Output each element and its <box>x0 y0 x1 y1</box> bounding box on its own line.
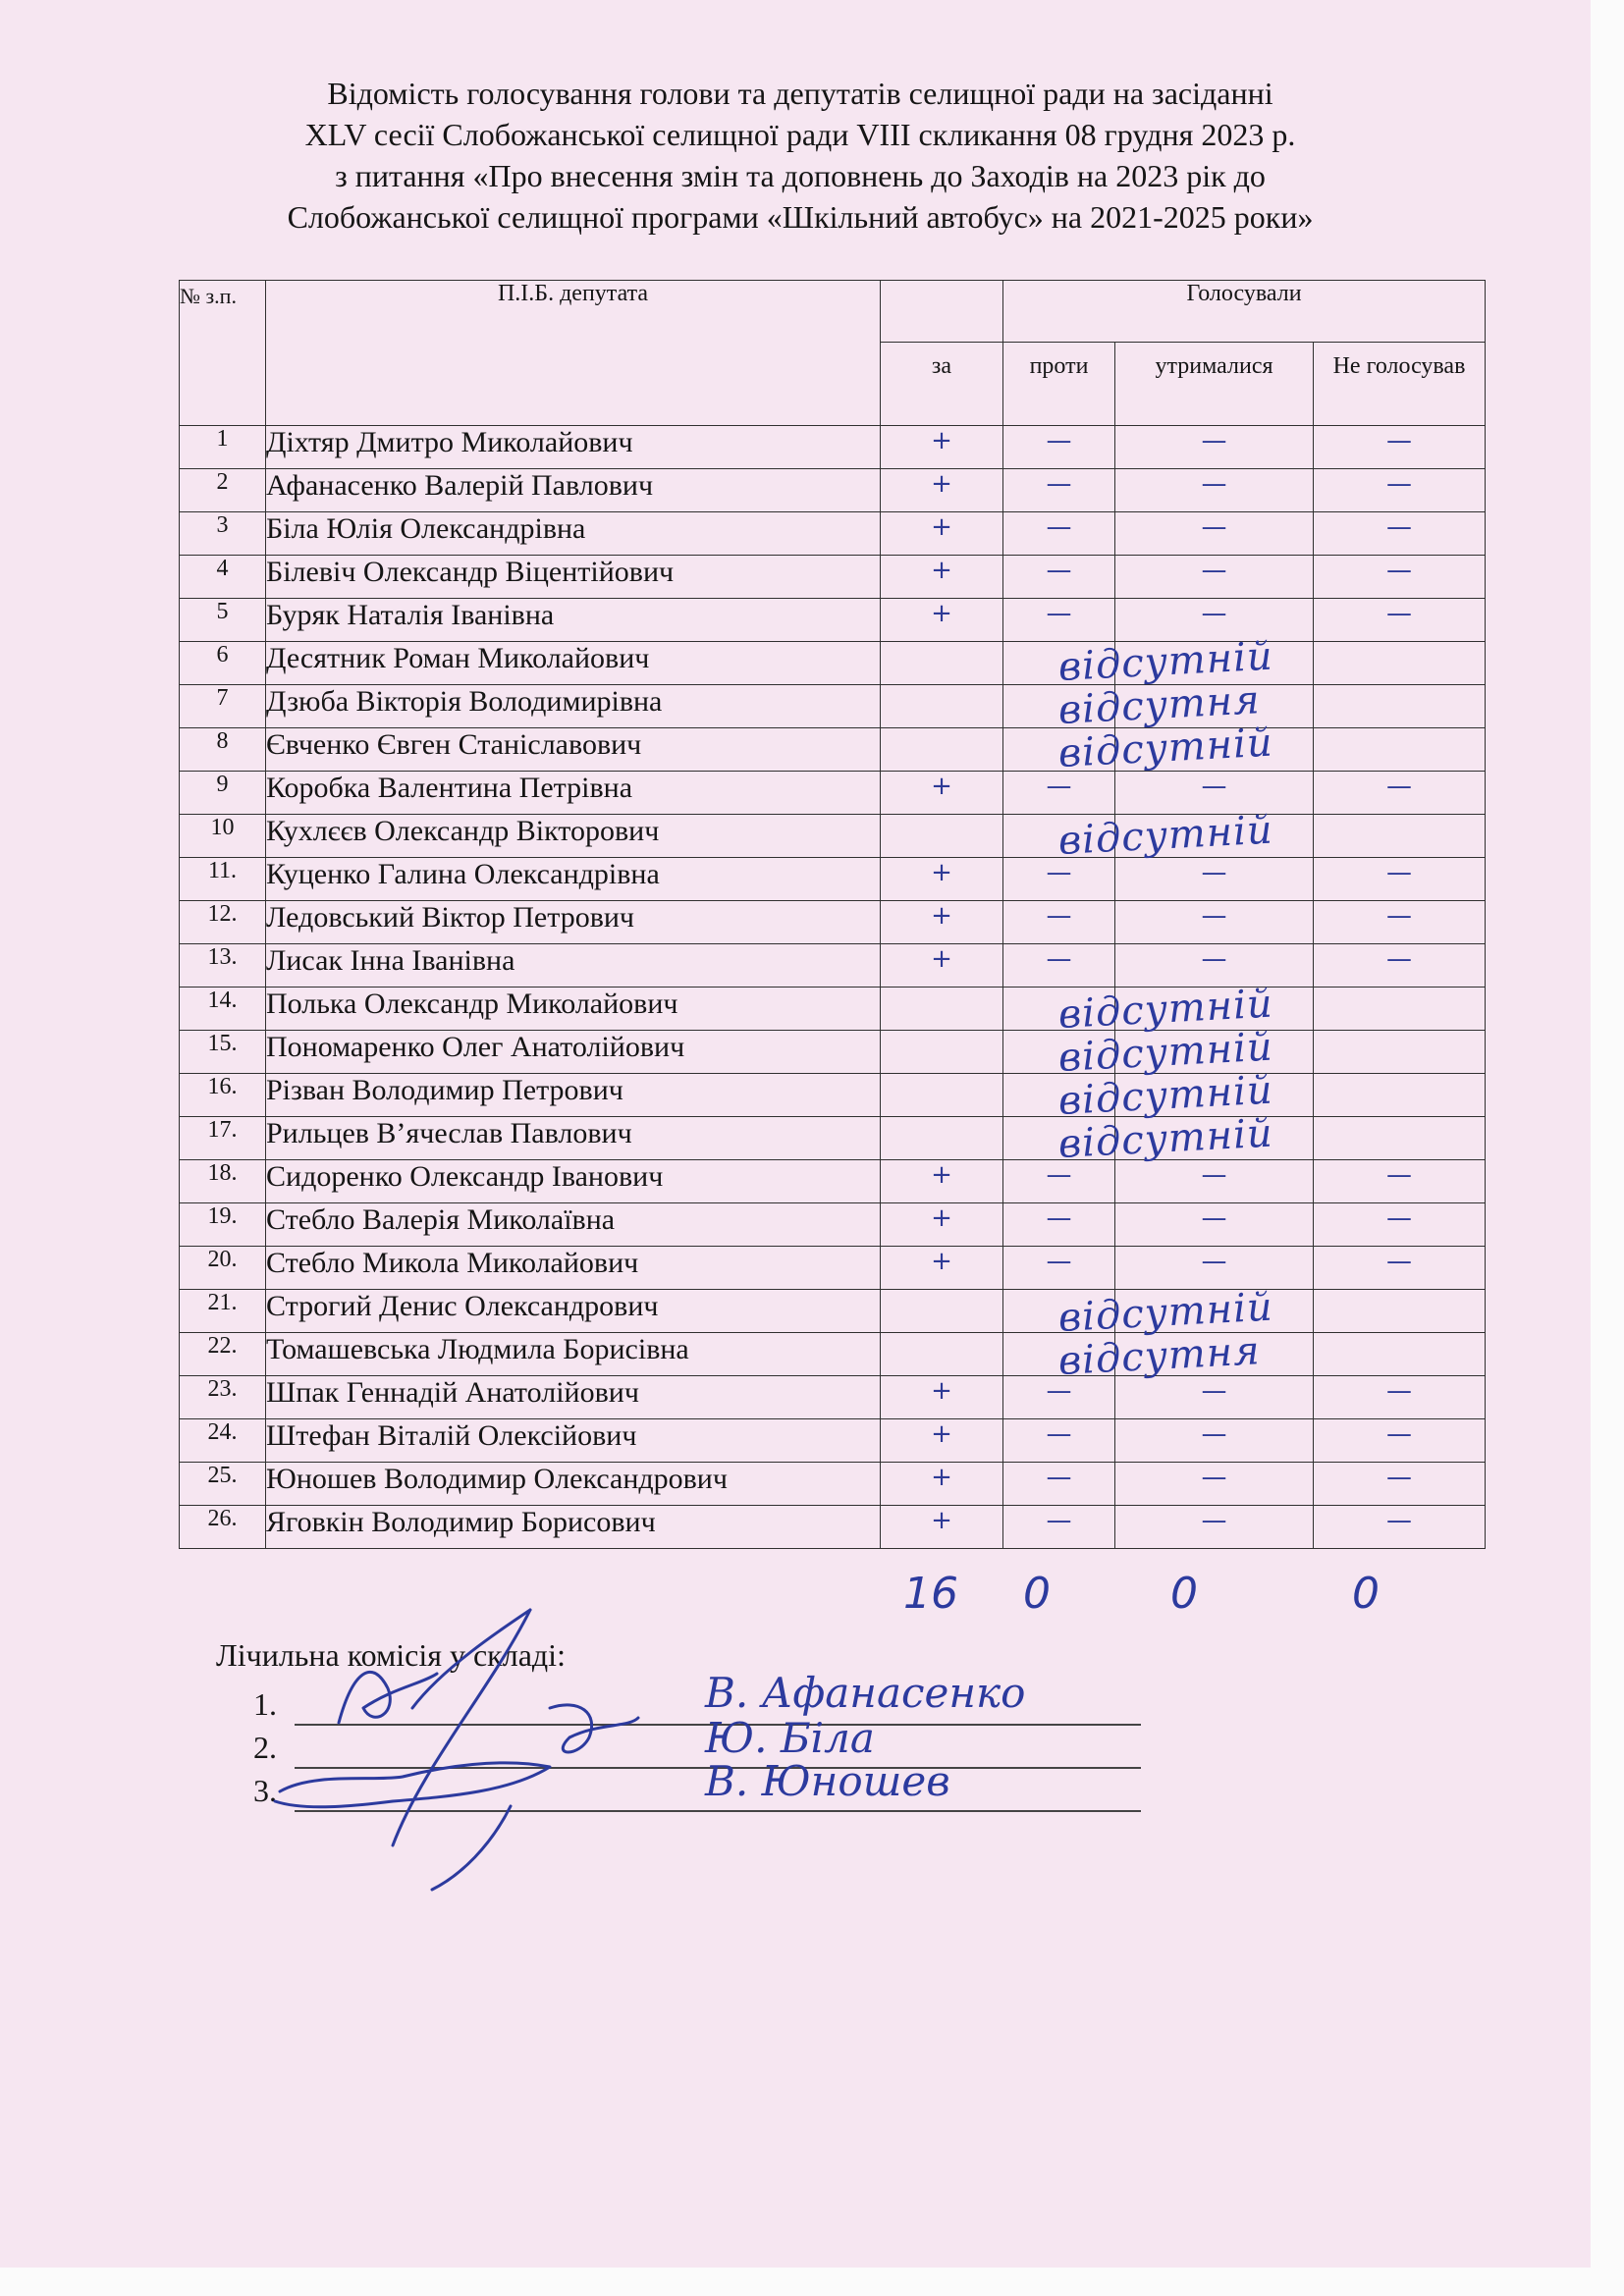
vote-ne-holosuvav-mark: — <box>1314 1376 1486 1419</box>
vote-ne-holosuvav-mark: — <box>1314 901 1486 944</box>
voting-table <box>179 280 1486 1549</box>
vote-za-mark <box>881 988 1003 1031</box>
deputy-name: Полька Олександр Миколайович <box>266 988 881 1031</box>
vote-ne-holosuvav-mark: — <box>1314 1203 1486 1247</box>
absent-note: відсутній <box>1056 1284 1274 1341</box>
vote-utrymalysia-mark: — <box>1115 1203 1314 1247</box>
vote-za-mark: + <box>881 944 1003 988</box>
header-utrymalysia: утрималися <box>1115 343 1314 426</box>
vote-utrymalysia-mark <box>1115 685 1314 728</box>
vote-utrymalysia-mark <box>1115 815 1314 858</box>
deputy-row <box>180 1074 1486 1117</box>
vote-proty-mark: — <box>1003 858 1115 901</box>
vote-ne-holosuvav-mark <box>1314 685 1486 728</box>
vote-proty-mark: — <box>1003 1419 1115 1463</box>
vote-za-mark: + <box>881 1376 1003 1419</box>
deputy-name: Строгий Денис Олександрович <box>266 1290 881 1333</box>
vote-za-mark <box>881 1333 1003 1376</box>
vote-utrymalysia-mark: — <box>1115 901 1314 944</box>
vote-ne-holosuvav-mark: — <box>1314 512 1486 556</box>
vote-za-mark: + <box>881 469 1003 512</box>
heading-line-4: Слобожанської селищної програми «Шкільний автобус» на 2021-2025 роки» <box>287 199 1314 235</box>
vote-proty-mark <box>1003 1031 1115 1074</box>
deputy-number: 9 <box>180 772 266 815</box>
vote-ne-holosuvav-mark <box>1314 1290 1486 1333</box>
deputy-row <box>180 469 1486 512</box>
vote-ne-holosuvav-mark: — <box>1314 772 1486 815</box>
vote-proty-mark: — <box>1003 1463 1115 1506</box>
counting-commission-title: Лічильна комісія у складі: <box>216 1637 566 1673</box>
vote-za-mark <box>881 815 1003 858</box>
vote-ne-holosuvav-mark: — <box>1314 469 1486 512</box>
deputy-name: Афанасенко Валерій Павлович <box>266 469 881 512</box>
deputy-number: 17. <box>180 1117 266 1160</box>
absent-note: відсутній <box>1056 633 1274 690</box>
vote-proty-mark <box>1003 988 1115 1031</box>
deputy-number: 1 <box>180 426 266 469</box>
deputy-row <box>180 599 1486 642</box>
deputy-row <box>180 944 1486 988</box>
vote-proty-mark <box>1003 685 1115 728</box>
deputy-name: Біла Юлія Олександрівна <box>266 512 881 556</box>
deputy-name: Юношев Володимир Олександрович <box>266 1463 881 1506</box>
deputy-number: 11. <box>180 858 266 901</box>
vote-za-mark: + <box>881 426 1003 469</box>
deputy-row <box>180 988 1486 1031</box>
vote-utrymalysia-mark: — <box>1115 512 1314 556</box>
vote-za-mark: + <box>881 556 1003 599</box>
header-ne-holosuvav: Не голосував <box>1314 343 1486 426</box>
deputy-row <box>180 1506 1486 1549</box>
header-proty: проти <box>1003 343 1115 426</box>
vote-utrymalysia-mark: — <box>1115 772 1314 815</box>
total-utrymalysia: 0 <box>1170 1569 1198 1619</box>
vote-za-mark <box>881 1031 1003 1074</box>
commission-member-2-name: Ю. Біла <box>705 1714 875 1762</box>
vote-ne-holosuvav-mark: — <box>1314 1506 1486 1549</box>
vote-proty-mark: — <box>1003 1376 1115 1419</box>
absent-note: відсутній <box>1056 1067 1274 1124</box>
vote-ne-holosuvav-mark <box>1314 728 1486 772</box>
header-deputy-name: П.І.Б. депутата <box>266 281 881 426</box>
vote-utrymalysia-mark: — <box>1115 1463 1314 1506</box>
vote-proty-mark: — <box>1003 901 1115 944</box>
deputy-number: 21. <box>180 1290 266 1333</box>
deputy-row <box>180 1463 1486 1506</box>
deputy-number: 15. <box>180 1031 266 1074</box>
deputy-number: 14. <box>180 988 266 1031</box>
deputy-name: Білевіч Олександр Віцентійович <box>266 556 881 599</box>
deputy-name: Куценко Галина Олександрівна <box>266 858 881 901</box>
deputy-name: Рильцев В’ячеслав Павлович <box>266 1117 881 1160</box>
vote-ne-holosuvav-mark <box>1314 988 1486 1031</box>
vote-za-mark <box>881 642 1003 685</box>
vote-za-mark <box>881 685 1003 728</box>
vote-za-mark: + <box>881 1247 1003 1290</box>
absent-note: відсутня <box>1056 1328 1262 1385</box>
deputy-number: 22. <box>180 1333 266 1376</box>
deputy-name: Сидоренко Олександр Іванович <box>266 1160 881 1203</box>
deputy-name: Яговкін Володимир Борисович <box>266 1506 881 1549</box>
vote-ne-holosuvav-mark <box>1314 1031 1486 1074</box>
vote-proty-mark: — <box>1003 599 1115 642</box>
deputy-row <box>180 556 1486 599</box>
heading-line-3: з питання «Про внесення змін та доповнень до Заходів на 2023 рік до <box>335 158 1266 193</box>
deputy-row <box>180 642 1486 685</box>
total-ne-holosuvav: 0 <box>1352 1569 1380 1619</box>
vote-za-mark: + <box>881 1506 1003 1549</box>
deputy-name: Шпак Геннадій Анатолійович <box>266 1376 881 1419</box>
signature-line-3 <box>295 1810 1141 1812</box>
deputy-number: 25. <box>180 1463 266 1506</box>
absent-note: відсутній <box>1056 1110 1274 1168</box>
vote-ne-holosuvav-mark: — <box>1314 1247 1486 1290</box>
vote-utrymalysia-mark: — <box>1115 1160 1314 1203</box>
deputy-number: 7 <box>180 685 266 728</box>
vote-ne-holosuvav-mark <box>1314 1074 1486 1117</box>
heading-line-1: Відомість голосування голови та депутатів селищної ради на засіданні <box>327 76 1273 111</box>
deputy-row <box>180 815 1486 858</box>
deputy-name: Штефан Віталій Олексійович <box>266 1419 881 1463</box>
vote-ne-holosuvav-mark: — <box>1314 426 1486 469</box>
vote-za-mark: + <box>881 1203 1003 1247</box>
vote-utrymalysia-mark: — <box>1115 858 1314 901</box>
vote-utrymalysia-mark: — <box>1115 1506 1314 1549</box>
deputy-number: 19. <box>180 1203 266 1247</box>
deputy-number: 4 <box>180 556 266 599</box>
vote-za-mark <box>881 728 1003 772</box>
header-za: за <box>881 343 1003 426</box>
vote-za-mark <box>881 1117 1003 1160</box>
deputy-number: 23. <box>180 1376 266 1419</box>
vote-za-mark <box>881 1074 1003 1117</box>
deputy-number: 26. <box>180 1506 266 1549</box>
vote-proty-mark: — <box>1003 556 1115 599</box>
vote-ne-holosuvav-mark: — <box>1314 599 1486 642</box>
vote-ne-holosuvav-mark: — <box>1314 858 1486 901</box>
vote-utrymalysia-mark: — <box>1115 1376 1314 1419</box>
vote-za-mark: + <box>881 772 1003 815</box>
vote-ne-holosuvav-mark <box>1314 1117 1486 1160</box>
vote-ne-holosuvav-mark: — <box>1314 1463 1486 1506</box>
vote-proty-mark: — <box>1003 469 1115 512</box>
deputy-number: 20. <box>180 1247 266 1290</box>
header-number: № з.п. <box>180 281 266 426</box>
deputy-number: 6 <box>180 642 266 685</box>
vote-proty-mark: — <box>1003 772 1115 815</box>
deputy-row <box>180 1160 1486 1203</box>
vote-proty-mark <box>1003 728 1115 772</box>
vote-utrymalysia-mark <box>1115 728 1314 772</box>
vote-proty-mark: — <box>1003 1203 1115 1247</box>
vote-ne-holosuvav-mark <box>1314 1333 1486 1376</box>
deputy-name: Діхтяр Дмитро Миколайович <box>266 426 881 469</box>
deputy-row <box>180 901 1486 944</box>
vote-utrymalysia-mark <box>1115 1031 1314 1074</box>
deputy-name: Буряк Наталія Іванівна <box>266 599 881 642</box>
vote-proty-mark: — <box>1003 512 1115 556</box>
commission-member-2-number: 2. <box>253 1730 277 1765</box>
absent-note: відсутній <box>1056 1024 1274 1081</box>
deputy-name: Стебло Валерія Миколаївна <box>266 1203 881 1247</box>
deputy-row <box>180 426 1486 469</box>
vote-proty-mark: — <box>1003 426 1115 469</box>
total-za: 16 <box>903 1569 958 1619</box>
deputy-row <box>180 1203 1486 1247</box>
deputy-name: Коробка Валентина Петрівна <box>266 772 881 815</box>
vote-utrymalysia-mark: — <box>1115 426 1314 469</box>
vote-utrymalysia-mark: — <box>1115 1247 1314 1290</box>
voting-table-body <box>180 426 1486 1549</box>
vote-proty-mark: — <box>1003 1506 1115 1549</box>
deputy-row <box>180 685 1486 728</box>
deputy-row <box>180 512 1486 556</box>
deputy-row <box>180 1117 1486 1160</box>
absent-note: відсутня <box>1056 677 1262 734</box>
deputy-number: 13. <box>180 944 266 988</box>
deputy-name: Різван Володимир Петрович <box>266 1074 881 1117</box>
vote-proty-mark <box>1003 815 1115 858</box>
deputy-row <box>180 1290 1486 1333</box>
deputy-name: Кухлєєв Олександр Вікторович <box>266 815 881 858</box>
vote-ne-holosuvav-mark: — <box>1314 1160 1486 1203</box>
deputy-number: 24. <box>180 1419 266 1463</box>
absent-note: відсутній <box>1056 981 1274 1038</box>
deputy-name: Дзюба Вікторія Володимирівна <box>266 685 881 728</box>
deputy-number: 18. <box>180 1160 266 1203</box>
deputy-name: Томашевська Людмила Борисівна <box>266 1333 881 1376</box>
vote-totals <box>886 1569 1435 1628</box>
vote-utrymalysia-mark <box>1115 988 1314 1031</box>
vote-utrymalysia-mark <box>1115 1074 1314 1117</box>
vote-za-mark: + <box>881 512 1003 556</box>
total-proty: 0 <box>1023 1569 1051 1619</box>
deputy-row <box>180 772 1486 815</box>
deputy-number: 10 <box>180 815 266 858</box>
vote-za-mark: + <box>881 1419 1003 1463</box>
vote-ne-holosuvav-mark: — <box>1314 944 1486 988</box>
vote-za-mark: + <box>881 599 1003 642</box>
deputy-name: Десятник Роман Миколайович <box>266 642 881 685</box>
deputy-row <box>180 1419 1486 1463</box>
deputy-number: 3 <box>180 512 266 556</box>
vote-proty-mark <box>1003 1074 1115 1117</box>
vote-proty-mark <box>1003 1117 1115 1160</box>
deputy-number: 8 <box>180 728 266 772</box>
vote-za-mark <box>881 1290 1003 1333</box>
vote-utrymalysia-mark <box>1115 1333 1314 1376</box>
vote-za-mark: + <box>881 858 1003 901</box>
deputy-row <box>180 1031 1486 1074</box>
vote-utrymalysia-mark: — <box>1115 469 1314 512</box>
deputy-number: 12. <box>180 901 266 944</box>
heading-line-2: XLV сесії Слобожанської селищної ради VIII скликання 08 грудня 2023 р. <box>304 117 1296 152</box>
vote-ne-holosuvav-mark <box>1314 642 1486 685</box>
deputy-row <box>180 858 1486 901</box>
commission-member-3-number: 3. <box>253 1773 277 1808</box>
vote-utrymalysia-mark <box>1115 642 1314 685</box>
deputy-number: 5 <box>180 599 266 642</box>
deputy-row <box>180 1376 1486 1419</box>
scan-edge-bottom <box>0 2268 1624 2296</box>
vote-proty-mark <box>1003 642 1115 685</box>
absent-note: відсутній <box>1056 720 1274 777</box>
vote-utrymalysia-mark: — <box>1115 1419 1314 1463</box>
deputy-name: Стебло Микола Миколайович <box>266 1247 881 1290</box>
commission-member-1-number: 1. <box>253 1686 277 1722</box>
vote-utrymalysia-mark: — <box>1115 944 1314 988</box>
deputy-name: Євченко Євген Станіславович <box>266 728 881 772</box>
scan-edge-right <box>1591 0 1624 2296</box>
vote-utrymalysia-mark <box>1115 1117 1314 1160</box>
vote-utrymalysia-mark <box>1115 1290 1314 1333</box>
deputy-row <box>180 1247 1486 1290</box>
vote-utrymalysia-mark: — <box>1115 556 1314 599</box>
absent-note: відсутній <box>1056 807 1274 864</box>
vote-za-mark: + <box>881 901 1003 944</box>
commission-member-3-name: В. Юношев <box>705 1757 950 1805</box>
vote-ne-holosuvav-mark <box>1314 815 1486 858</box>
deputy-row <box>180 1333 1486 1376</box>
vote-proty-mark: — <box>1003 944 1115 988</box>
vote-proty-mark: — <box>1003 1247 1115 1290</box>
deputy-name: Ледовський Віктор Петрович <box>266 901 881 944</box>
vote-proty-mark <box>1003 1333 1115 1376</box>
header-voted: Голосували <box>1003 281 1486 343</box>
vote-proty-mark <box>1003 1290 1115 1333</box>
vote-utrymalysia-mark: — <box>1115 599 1314 642</box>
deputy-number: 16. <box>180 1074 266 1117</box>
vote-ne-holosuvav-mark: — <box>1314 1419 1486 1463</box>
vote-proty-mark: — <box>1003 1160 1115 1203</box>
deputy-name: Лисак Інна Іванівна <box>266 944 881 988</box>
vote-za-mark: + <box>881 1463 1003 1506</box>
vote-za-mark: + <box>881 1160 1003 1203</box>
deputy-row <box>180 728 1486 772</box>
header-blank <box>881 281 1003 343</box>
deputy-number: 2 <box>180 469 266 512</box>
deputy-name: Пономаренко Олег Анатолійович <box>266 1031 881 1074</box>
vote-ne-holosuvav-mark: — <box>1314 556 1486 599</box>
commission-member-1-name: В. Афанасенко <box>705 1669 1026 1717</box>
document-heading <box>167 73 1434 238</box>
